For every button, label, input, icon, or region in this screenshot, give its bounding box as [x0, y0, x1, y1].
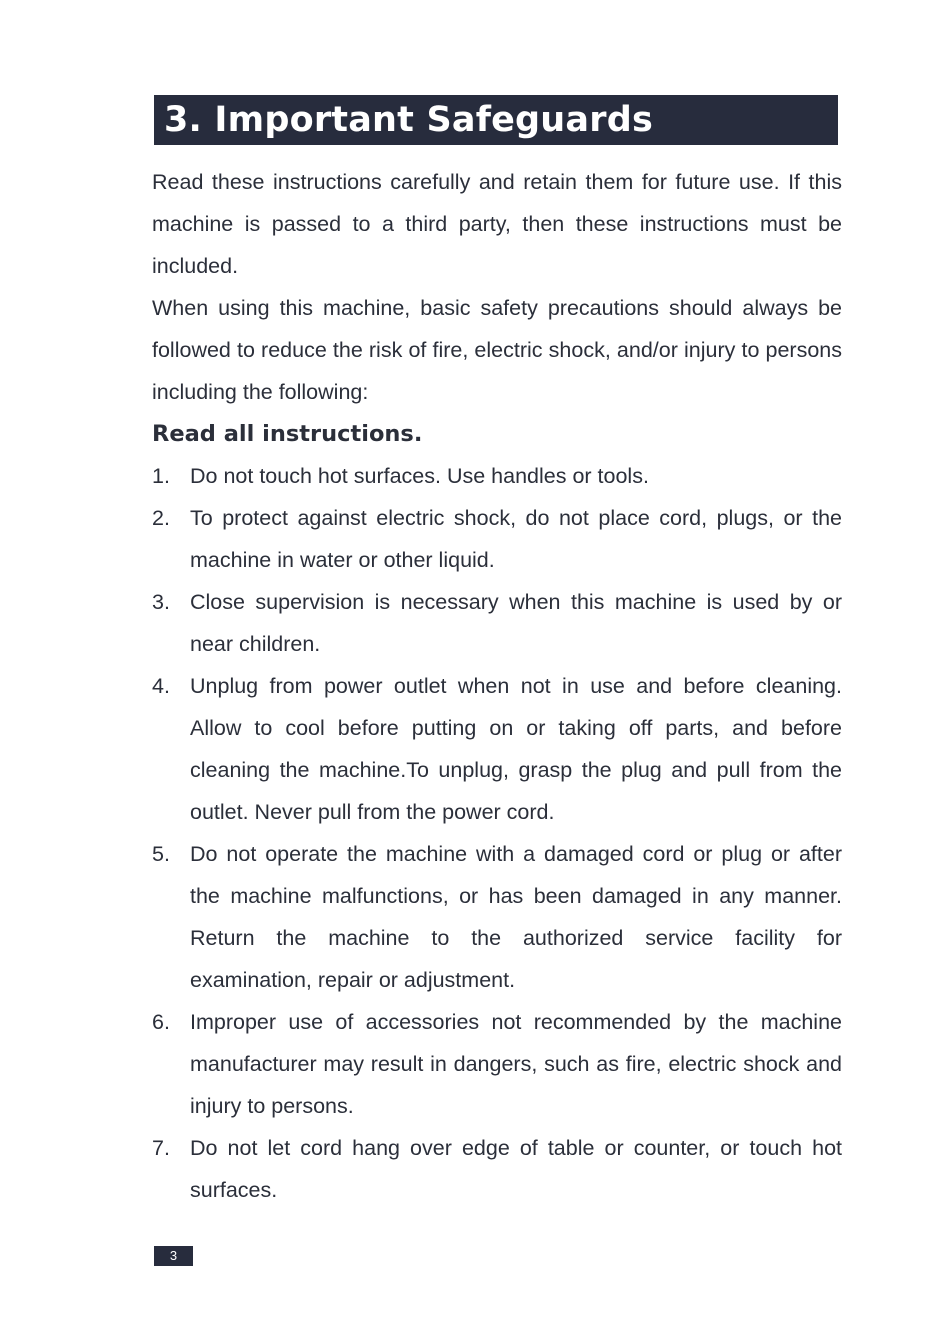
page-number-badge: 3 — [154, 1246, 193, 1266]
list-item — [152, 455, 842, 497]
list-item-number: 3. — [152, 590, 170, 614]
page-body — [152, 161, 842, 1211]
list-item-number: 2. — [152, 506, 170, 530]
intro-paragraph: Read these instructions carefully and retain them for future use. If this machine is passed to a third party, then these instructions must be included. — [152, 170, 842, 278]
list-item-text: Do not operate the machine with a damaged cord or plug or after the machine malfunctions, or has been damaged in any manner. Return the machine to the authorized service facility for examination, repair or adjustment. — [190, 842, 842, 992]
list-item-text: Close supervision is necessary when this machine is used by or near children. — [190, 590, 842, 656]
list-item-text: To protect against electric shock, do not place cord, plugs, or the machine in water or other liquid. — [190, 506, 842, 572]
list-item — [152, 497, 842, 581]
list-item — [152, 581, 842, 665]
list-item — [152, 833, 842, 1001]
section-title: 3. Important Safeguards — [164, 100, 653, 140]
safeguard-list — [152, 455, 842, 1211]
list-item-number: 7. — [152, 1136, 170, 1160]
list-item-number: 6. — [152, 1010, 170, 1034]
list-item-text: Do not let cord hang over edge of table or counter, or touch hot surfaces. — [190, 1136, 842, 1202]
list-item-text: Do not touch hot surfaces. Use handles or tools. — [190, 464, 649, 488]
list-item — [152, 1127, 842, 1211]
list-item-number: 4. — [152, 674, 170, 698]
list-item — [152, 665, 842, 833]
list-item-text: Improper use of accessories not recommended by the machine manufacturer may result in dangers, such as fire, electric shock and injury to persons. — [190, 1010, 842, 1118]
list-item-number: 1. — [152, 464, 170, 488]
list-item — [152, 1001, 842, 1127]
intro-paragraph: When using this machine, basic safety precautions should always be followed to reduce the risk of fire, electric shock, and/or injury to persons including the following: — [152, 296, 842, 404]
subheading: Read all instructions. — [152, 421, 423, 447]
section-title-bar — [154, 95, 838, 145]
list-item-number: 5. — [152, 842, 170, 866]
list-item-text: Unplug from power outlet when not in use and before cleaning. Allow to cool before putting on or taking off parts, and before cleaning the machine.To unplug, grasp the plug and pull from the outlet. Never pull from the power cord. — [190, 674, 842, 824]
